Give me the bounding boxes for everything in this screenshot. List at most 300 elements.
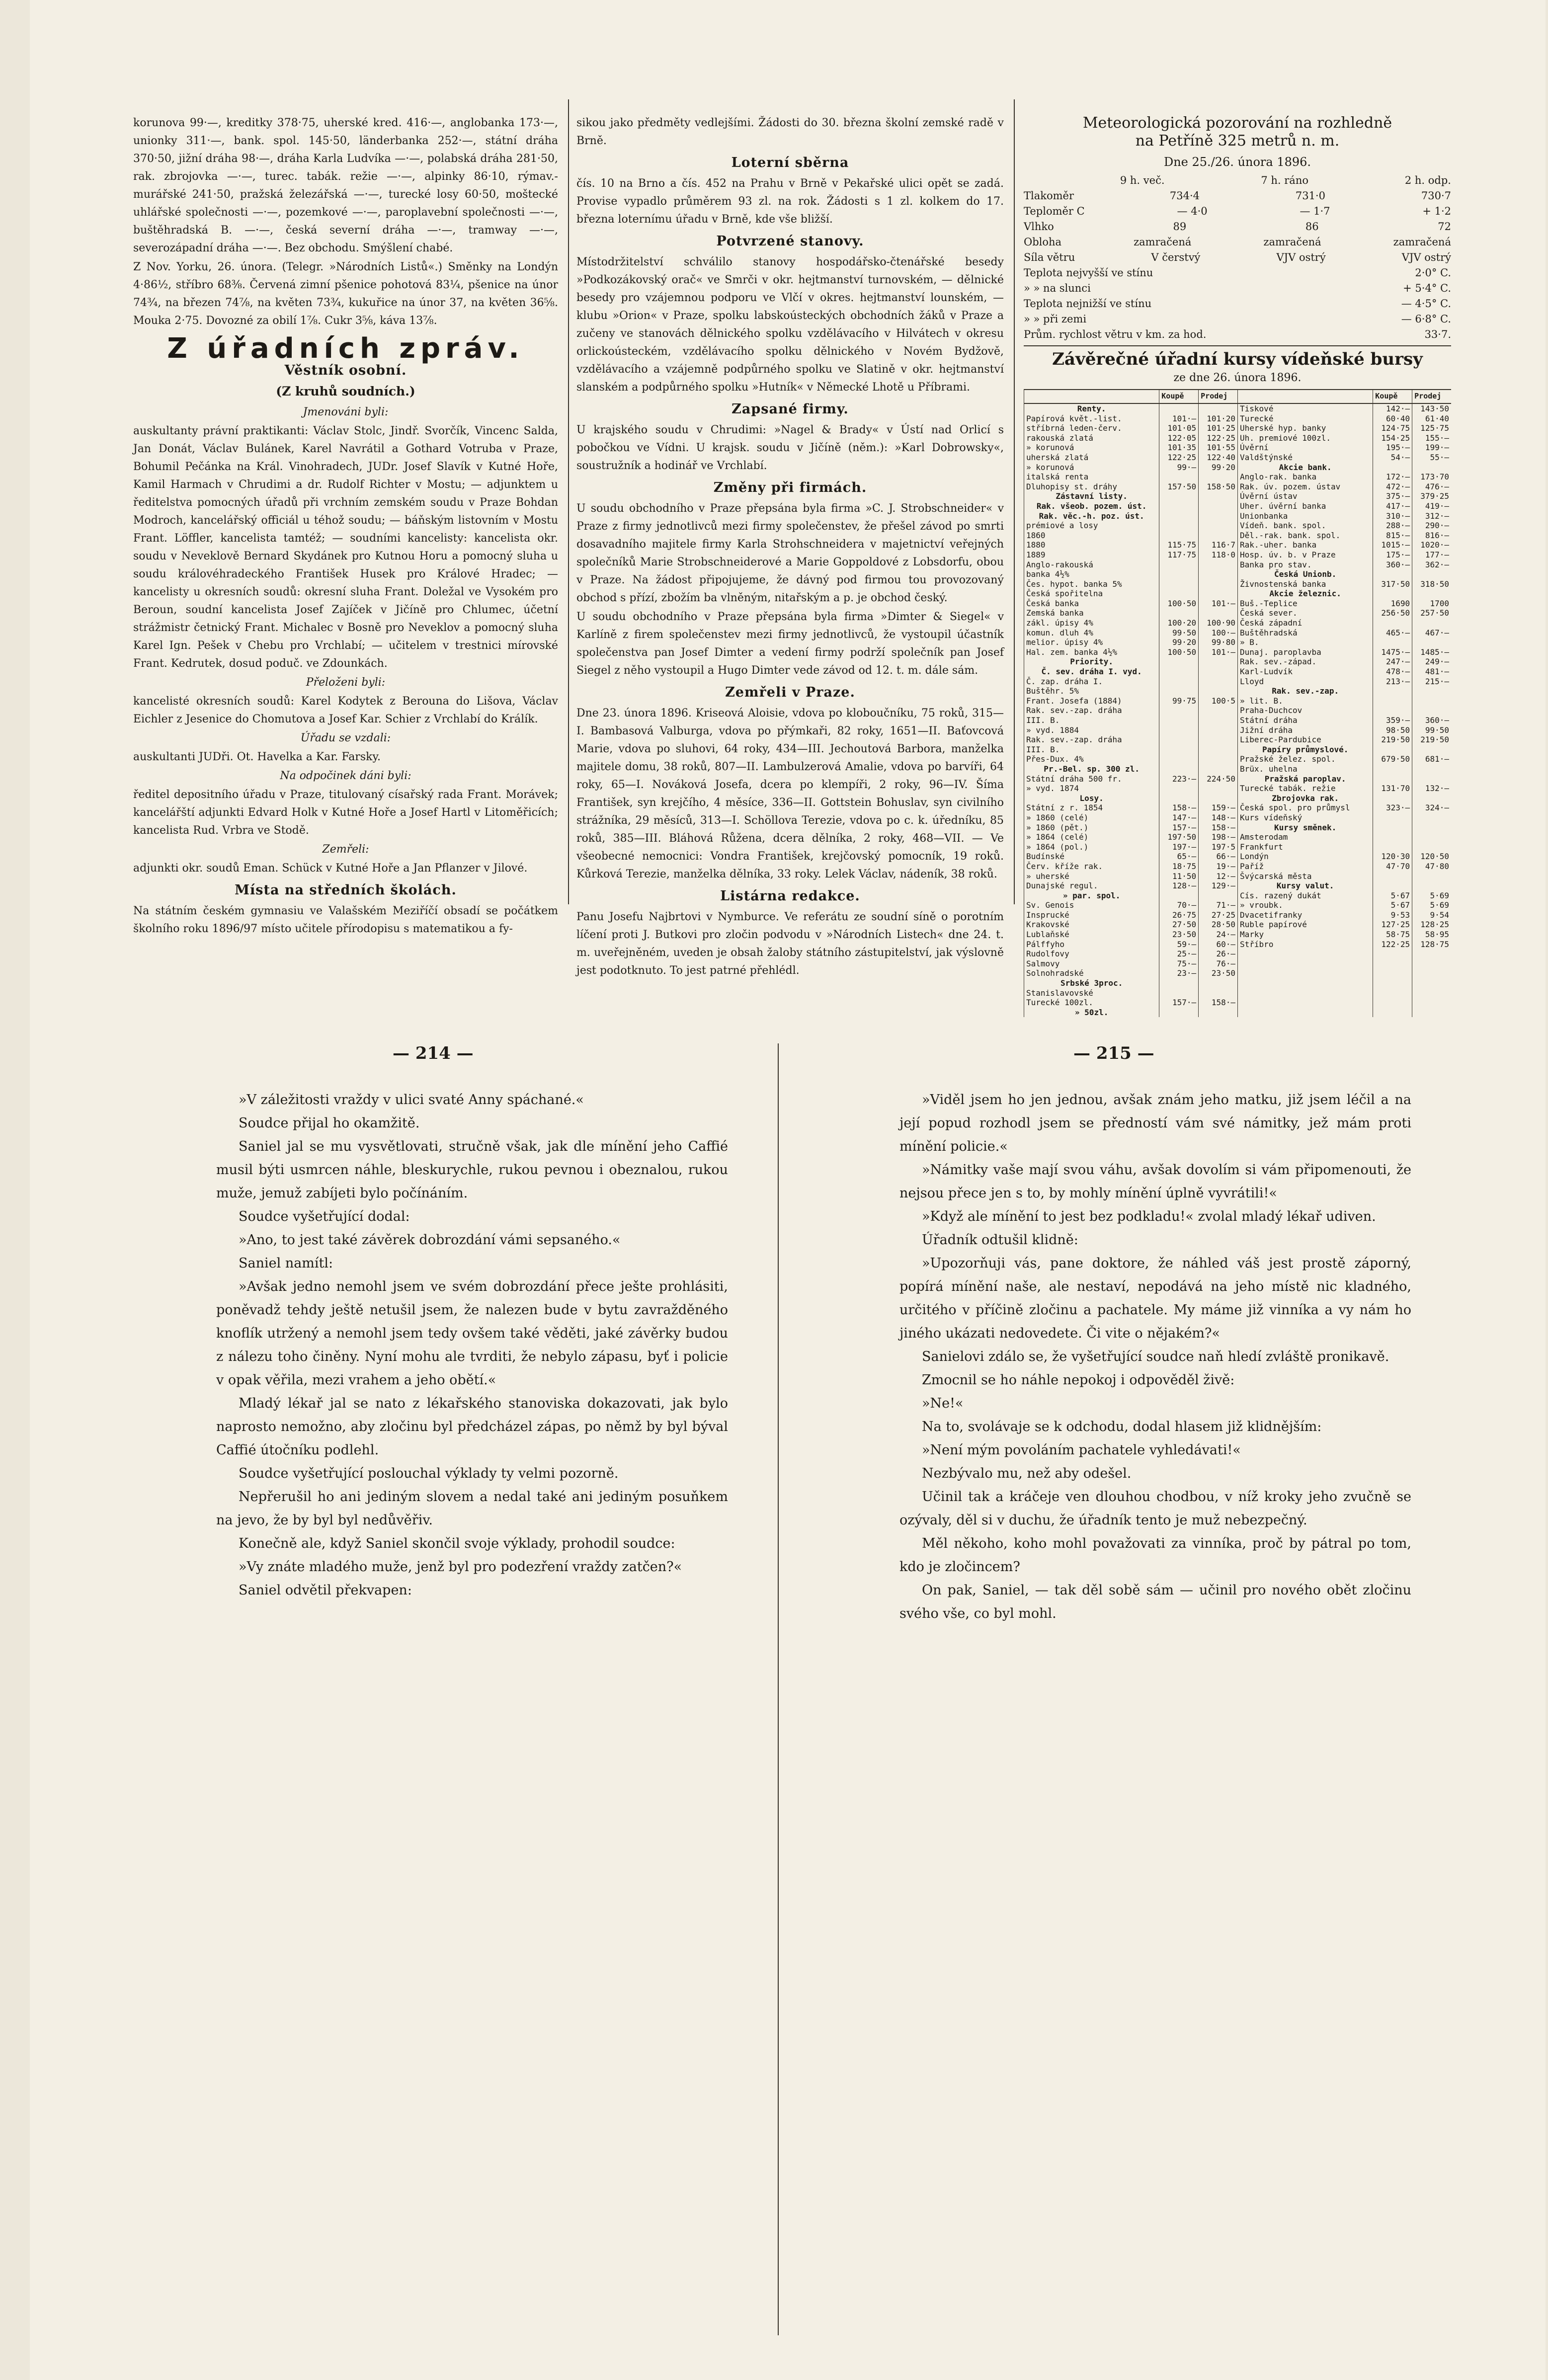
- kurs-value: [1412, 813, 1451, 823]
- kurs-value: 375·—: [1373, 491, 1412, 501]
- kurs-name: Dluhopisy st. dráhy: [1024, 482, 1159, 492]
- kurs-value: 60·40: [1373, 414, 1412, 424]
- subheading: Zemřeli:: [322, 843, 369, 856]
- kurs-value: 9·54: [1412, 910, 1451, 920]
- kurs-header-cell: Koupě: [1159, 390, 1199, 403]
- kurs-name: III. B.: [1024, 745, 1159, 755]
- kurs-value: [1412, 998, 1451, 1008]
- section-heading: Změny při firmách.: [713, 480, 867, 495]
- kurs-value: 142·—: [1373, 403, 1412, 414]
- kurs-value: [1373, 968, 1412, 978]
- kurs-value: 101·—: [1199, 599, 1238, 609]
- kurs-row: [1024, 686, 1452, 696]
- kurs-name: Brüx. uhelna: [1238, 764, 1373, 774]
- kurs-value: 815·—: [1373, 531, 1412, 541]
- meteo-value: 72: [1438, 221, 1451, 233]
- kurs-value: 99·20: [1199, 463, 1238, 473]
- kurs-name: Liberec-Pardubice: [1238, 735, 1373, 745]
- paragraph: Místodržitelství schválilo stanovy hospodářsko-čtenářské besedy »Podkozákovský orač« ve Smrči v okr. hejtmanství turnovském, — dělnické besedy pro vzájemnou podporu ve Vlčí v okres. hejtmanství lounském, — klubu »Orion« v Praze, spolku labskoústeckých obchodních žáků v Praze a zučeny ve stanovách dělnického spolku vzdělávacího v Hilvátech v okresu orlickoústeckém, vzdělávacího spolku dělnického v Novém Bydžově, vzdělávacího a vzájemně podpůrného spolku ve Slatině v okr. hejtmanství slanském a podpůrného spolku »Hutník« v Německé Lhotě u Příbrami.: [576, 256, 1004, 394]
- kurs-value: [1159, 1008, 1199, 1018]
- kurs-row: [1024, 832, 1452, 842]
- kurs-value: [1412, 706, 1451, 715]
- kurs-value: 257·50: [1412, 608, 1451, 618]
- subheading: Úřadu se vzdali:: [300, 732, 391, 744]
- paragraph: U krajského soudu v Chrudimi: »Nagel & Brady« v Ústí nad Orlicí s pobočkou ve Vídni. U krajsk. soudu v Jičíně (něm.): »Karl Dobrowsky«, soustružník a hodinář ve Vrchlabí.: [576, 424, 1004, 472]
- kurs-value: [1199, 511, 1238, 521]
- kurs-value: 158·—: [1159, 803, 1199, 813]
- kurs-row: [1024, 745, 1452, 755]
- meteo-value: 730·7: [1421, 190, 1451, 202]
- kurs-name: » korunová: [1024, 443, 1159, 453]
- kurs-name: Švýcarská města: [1238, 872, 1373, 881]
- kurs-name: [1238, 978, 1373, 988]
- meteo-label: Obloha: [1024, 236, 1062, 248]
- kurs-value: [1412, 988, 1451, 998]
- kurs-row: [1024, 754, 1452, 764]
- kurs-value: 247·—: [1373, 657, 1412, 667]
- meteo-value: — 1·7: [1300, 205, 1330, 217]
- meteo-extra-row: [1024, 265, 1451, 281]
- meteo-label: » » na slunci: [1024, 282, 1091, 294]
- story-paragraph: Soudce přijal ho okamžitě.: [239, 1115, 420, 1131]
- kurs-value: 290·—: [1412, 521, 1451, 531]
- kurs-value: [1412, 774, 1451, 784]
- kurs-value: 98·50: [1373, 725, 1412, 735]
- kurs-name: Krakovské: [1024, 920, 1159, 930]
- kurs-name: Frant. Josefa (1884): [1024, 696, 1159, 706]
- section-heading: Zapsané firmy.: [732, 401, 849, 417]
- story-paragraph: Konečně ale, když Saniel skončil svoje výklady, prohodil soudce:: [239, 1536, 675, 1551]
- paragraph: U soudu obchodního v Praze přepsána byla firma »Dimter & Siegel« v Karlíně z firem společenstev mezi firmy jednotlivců, že vystoupil účastník společenstva pan Josef Dimter a vedení firmy podrží společník pan Josef Siegel z něho vystoupil a Hugo Dimter vede závod od 12. t. m. dále sám.: [576, 611, 1004, 677]
- paragraph: auskultanti JUDři. Ot. Havelka a Kar. Farsky.: [133, 751, 381, 763]
- kurs-row: [1024, 949, 1452, 959]
- kurs-value: 5·67: [1373, 900, 1412, 910]
- kurs-name: Sv. Genois: [1024, 900, 1159, 910]
- kurs-value: [1199, 677, 1238, 687]
- kurs-name: Buš.-Teplice: [1238, 599, 1373, 609]
- kurs-value: 24·—: [1199, 930, 1238, 940]
- kurs-value: 120·30: [1373, 852, 1412, 862]
- kurs-value: 118·0: [1199, 550, 1238, 560]
- kurs-row: [1024, 900, 1452, 910]
- story-paragraph: Nepřerušil ho ani jediným slovem a nedal také ani jediným posuňkem na jevo, že by byl byl nedůvěřiv.: [216, 1489, 728, 1528]
- kurs-value: 173·70: [1412, 472, 1451, 482]
- kurs-value: [1412, 745, 1451, 755]
- kurs-row: [1024, 647, 1452, 657]
- kurs-value: 249·—: [1412, 657, 1451, 667]
- kurs-value: 23·—: [1159, 968, 1199, 978]
- kurs-value: 143·50: [1412, 403, 1451, 414]
- kurs-value: 100·50: [1159, 647, 1199, 657]
- kurs-value: 132·—: [1412, 784, 1451, 793]
- kurs-value: [1199, 521, 1238, 531]
- kurs-row: [1024, 628, 1452, 638]
- kurs-name: Turecké 100zl.: [1024, 998, 1159, 1008]
- kurs-value: 12·—: [1199, 872, 1238, 881]
- kurs-name: Unionbanka: [1238, 511, 1373, 521]
- kurs-value: [1159, 579, 1199, 589]
- kurs-name: Dvacetifranky: [1238, 910, 1373, 920]
- kurs-name: Lloyd: [1238, 677, 1373, 687]
- kurs-name: Stanislavovské: [1024, 988, 1159, 998]
- kurs-header-cell: Koupě: [1373, 390, 1412, 403]
- kurs-value: 379·25: [1412, 491, 1451, 501]
- kurs-value: [1159, 501, 1199, 511]
- kurs-value: 197·5: [1199, 842, 1238, 852]
- kurs-value: 71·—: [1199, 900, 1238, 910]
- kurs-name: Tiskové: [1238, 403, 1373, 414]
- kurs-value: [1199, 491, 1238, 501]
- kurs-value: [1412, 696, 1451, 706]
- kurs-value: 58·95: [1412, 930, 1451, 940]
- kurs-name: III. B.: [1024, 715, 1159, 725]
- kurs-value: [1373, 793, 1412, 803]
- kurs-row: [1024, 491, 1452, 501]
- kurs-name: Česká spol. pro průmysl: [1238, 803, 1373, 813]
- kurs-name: Rak. sev.-západ.: [1238, 657, 1373, 667]
- kurs-value: 28·50: [1199, 920, 1238, 930]
- kurs-row: [1024, 959, 1452, 969]
- kurs-row: [1024, 472, 1452, 482]
- kurs-value: 157·—: [1159, 998, 1199, 1008]
- kurs-name: Rak.-uher. banka: [1238, 540, 1373, 550]
- kurs-row: [1024, 637, 1452, 647]
- subheading: Jmenováni byli:: [303, 406, 389, 418]
- kurs-name: Lublaňské: [1024, 930, 1159, 940]
- kurs-value: 100·—: [1199, 628, 1238, 638]
- kurs-value: [1199, 472, 1238, 482]
- kurs-value: [1373, 823, 1412, 833]
- story-paragraph: Soudce vyšetřující poslouchal výklady ty velmi pozorně.: [239, 1466, 619, 1481]
- kurs-name: Státní dráha 500 fr.: [1024, 774, 1159, 784]
- meteo-row: [1024, 204, 1451, 219]
- kurs-value: 219·50: [1373, 735, 1412, 745]
- kurs-value: [1412, 618, 1451, 628]
- kurs-name: Srbské 3proc.: [1024, 978, 1159, 988]
- kurs-row: [1024, 998, 1452, 1008]
- kurs-name: Č. zap. dráha I.: [1024, 677, 1159, 687]
- kurs-value: 101·20: [1199, 414, 1238, 424]
- kurs-name: uherská zlatá: [1024, 453, 1159, 463]
- personnel-news: [133, 403, 558, 877]
- meteo-title: Meteorologická pozorování na rozhledně na Petříně 325 metrů n. m.: [1082, 114, 1392, 150]
- kurs-row: [1024, 540, 1452, 550]
- story-paragraph: On pak, Saniel, — tak děl sobě sám — učinil pro nového obět zločinu svého vše, co byl mohl.: [899, 1583, 1411, 1621]
- kurs-value: 154·25: [1373, 433, 1412, 443]
- kurs-name: Rak. všeob. pozem. úst.: [1024, 501, 1159, 511]
- kurs-row: [1024, 618, 1452, 628]
- kurs-row: [1024, 482, 1452, 492]
- kurs-value: 128·—: [1159, 881, 1199, 891]
- meteo-row: [1024, 188, 1451, 204]
- kurs-value: 99·20: [1159, 637, 1199, 647]
- kurs-value: 60·—: [1199, 940, 1238, 950]
- story-paragraph: Zmocnil se ho náhle nepokoj i odpověděl živě:: [922, 1372, 1235, 1388]
- kurs-row: [1024, 443, 1452, 453]
- kurs-value: [1373, 706, 1412, 715]
- kurs-value: 155·—: [1412, 433, 1451, 443]
- kurs-name: » vroubk.: [1238, 900, 1373, 910]
- column-3: [1024, 114, 1451, 1017]
- kurs-row: [1024, 433, 1452, 443]
- kurs-value: [1159, 745, 1199, 755]
- kurs-row: [1024, 657, 1452, 667]
- meteo-table: [1024, 173, 1451, 342]
- kurs-value: [1159, 686, 1199, 696]
- paragraph: auskultanty právní praktikanti: Václav Stolc, Jindř. Svorčík, Vincenc Salda, Jan Donát, Václav Bulánek, Karel Navrátil a Gothard Votruba v Praze, Bohumil Pečánka na Král. Vinohradech, JUDr. Josef Slavík v Kutné Hoře, Kamil Harmach v Chrudimi a dr. Rudolf Richter v Mostu; — adjunktem u ředitelstva pomocných úřadů při vrchním zemském soudu v Praze Bohdan Modroch, kancelářský officiál u téhož soudu; — báňským listovním v Mostu Frant. Löffler, kancelista tamtéž; — soudními kancelisty: kancelista okr. soudu v Neveklově Bernard Skydánek pro Kutnou Horu a pomocný sluha u soudu královéhradeckého František Husek pro Králové Hradec; — kancelisty u okresních soudů: okresní sluha Frant. Doležal ve Vysokém pro Beroun, soudní kancelista Josef Zajíček v Jičíně pro Chlumec, účetní strážmistr četnický Frant. Michalec v Bosně pro Neveklov a pomocný sluha Karel Ign. Pešek v Chebu pro Vrchlabí; — učitelem v trestnici mírovské Frant. Kedrutek, dosud poduč. ve Zdounkách.: [133, 425, 558, 670]
- column-rule: [1014, 99, 1015, 904]
- meteo-label: Síla větru: [1024, 251, 1075, 263]
- kurs-value: [1159, 891, 1199, 901]
- kurs-value: [1412, 637, 1451, 647]
- section-heading: Loterní sběrna: [731, 155, 849, 170]
- kurs-name: Čes. hypot. banka 5%: [1024, 579, 1159, 589]
- kurs-name: Anglo-rakouská: [1024, 560, 1159, 570]
- kurs-header-cell: [1238, 390, 1373, 403]
- story-paragraph: »Avšak jedno nemohl jsem ve svém dobrozdání přece ješte prohlásiti, poněvadž tehdy ještě netušil jsem, že nalezen bude v bytu zavražděného knoflík utržený a nemohl jsem tedy ovšem také věděti, jaké závěrky budou z nálezu toho činěny. Nyní mohu ale tvrditi, že nebylo zápasu, byť i policie v opak věřila, mezi vrahem a jeho obětí.«: [216, 1279, 728, 1388]
- kurs-value: 127·25: [1373, 920, 1412, 930]
- kurs-value: 9·53: [1373, 910, 1412, 920]
- kurs-value: 362·—: [1412, 560, 1451, 570]
- kurs-name: » uherské: [1024, 872, 1159, 881]
- kurs-row: [1024, 823, 1452, 833]
- story-paragraph: »Když ale mínění to jest bez podkladu!« zvolal mladý lékař udiven.: [922, 1209, 1376, 1224]
- kurs-value: [1412, 968, 1451, 978]
- story-paragraph: »Ne!«: [922, 1396, 964, 1411]
- kurs-name: Zbrojovka rak.: [1238, 793, 1373, 803]
- kurs-name: 1880: [1024, 540, 1159, 550]
- story-paragraph: »Námitky vaše mají svou váhu, avšak dovolím si vám připomenouti, že nejsou přece jen s to, by mohly mínění úplně vyvrátili!«: [899, 1162, 1411, 1201]
- kurs-row: [1024, 862, 1452, 872]
- meteo-value: VJV ostrý: [1401, 251, 1451, 263]
- kurs-value: 1690: [1373, 599, 1412, 609]
- kurs-value: 128·25: [1412, 920, 1451, 930]
- kurs-value: 101·55: [1199, 443, 1238, 453]
- kurs-value: 310·—: [1373, 511, 1412, 521]
- kurs-value: 116·7: [1199, 540, 1238, 550]
- kurs-row: [1024, 579, 1452, 589]
- kurs-name: Pálffyho: [1024, 940, 1159, 950]
- kurs-value: 478·—: [1373, 667, 1412, 677]
- kurs-value: 417·—: [1373, 501, 1412, 511]
- kurs-name: Turecké tabák. režie: [1238, 784, 1373, 793]
- kurs-value: 465·—: [1373, 628, 1412, 638]
- kurs-value: [1159, 657, 1199, 667]
- kurs-value: [1373, 813, 1412, 823]
- kurs-value: [1159, 735, 1199, 745]
- kurs-name: Uh. premiové 100zl.: [1238, 433, 1373, 443]
- kurs-value: 25·—: [1159, 949, 1199, 959]
- kurs-value: 197·—: [1159, 842, 1199, 852]
- kurs-name: Papírová květ.-list.: [1024, 414, 1159, 424]
- story-paragraph: Mladý lékař jal se nato z lékařského stanoviska dokazovati, jak bylo naprosto nemožno, aby zločinu byl předcházel zápas, po němž by byl býval Caffié útočníku podlehl.: [216, 1396, 728, 1458]
- kurs-row: [1024, 842, 1452, 852]
- kurs-value: 47·80: [1412, 862, 1451, 872]
- kurs-name: Insprucké: [1024, 910, 1159, 920]
- kurs-value: 19·—: [1199, 862, 1238, 872]
- meteo-date: Dne 25./26. února 1896.: [1163, 155, 1311, 169]
- section-heading: Potvrzené stanovy.: [716, 234, 864, 249]
- kurs-row: [1024, 453, 1452, 463]
- kurs-name: » vyd. 1884: [1024, 725, 1159, 735]
- page-divider: [778, 1043, 779, 2335]
- kurs-row: [1024, 706, 1452, 715]
- kurs-row: [1024, 940, 1452, 950]
- kurs-value: 5·69: [1412, 900, 1451, 910]
- kurs-name: Salmovy: [1024, 959, 1159, 969]
- meteo-value: zamračená: [1134, 236, 1192, 248]
- kurs-name: Pr.-Bel. sp. 300 zl.: [1024, 764, 1159, 774]
- kurs-name: » 1864 (celé): [1024, 832, 1159, 842]
- kurs-header-cell: Prodej: [1412, 390, 1451, 403]
- kurs-value: [1199, 501, 1238, 511]
- kurs-name: Česká banka: [1024, 599, 1159, 609]
- kurs-value: [1373, 872, 1412, 881]
- kurs-name: Úvěrní ústav: [1238, 491, 1373, 501]
- meteo-label: » » při zemi: [1024, 313, 1087, 325]
- kurs-value: 317·50: [1373, 579, 1412, 589]
- story-paragraph: Sanielovi zdálo se, že vyšetřující soudce naň hledí zvláště pronikavě.: [922, 1349, 1389, 1364]
- kurs-value: [1199, 608, 1238, 618]
- column-2: [576, 114, 1004, 981]
- kurs-name: Renty.: [1024, 403, 1159, 414]
- meteo-time: 9 h. več.: [1120, 174, 1165, 186]
- kurs-value: [1412, 686, 1451, 696]
- meteo-extra-row: [1024, 296, 1451, 312]
- kurs-name: Cís. razený dukát: [1238, 891, 1373, 901]
- kurs-name: 1860: [1024, 531, 1159, 541]
- kurs-value: [1159, 589, 1199, 599]
- story-paragraph: Saniel namítl:: [239, 1256, 333, 1271]
- kurs-value: 223·—: [1159, 774, 1199, 784]
- kurs-value: [1159, 754, 1199, 764]
- kurs-name: Amsterodam: [1238, 832, 1373, 842]
- newyork-report: Z Nov. Yorku, 26. února. (Telegr. »Národních Listů«.) Směnky na Londýn 4·86½, stříbro 68⅜. Červená zimní pšenice pohotová 83¼, pšenice na únor 74¾, na březen 74⅞, na květen 73¾, kukuřice na únor 37, na květen 36⅝. Mouka 2·75. Dovozné za obilí 1⅞. Cukr 3⅝, káva 13⅞.: [133, 261, 558, 327]
- meteo-value: — 4·5° C.: [1401, 298, 1451, 310]
- kurs-row: [1024, 531, 1452, 541]
- kurs-name: Paříž: [1238, 862, 1373, 872]
- kurs-value: 99·50: [1159, 628, 1199, 638]
- kurs-row: [1024, 891, 1452, 901]
- kurs-value: 323·—: [1373, 803, 1412, 813]
- kurs-header-cell: Prodej: [1199, 390, 1238, 403]
- kurs-value: 318·50: [1412, 579, 1451, 589]
- kurs-value: 115·75: [1159, 540, 1199, 550]
- kurs-name: rakouská zlatá: [1024, 433, 1159, 443]
- kurs-value: [1199, 725, 1238, 735]
- kurs-name: Uherské hyp. banky: [1238, 423, 1373, 433]
- kurs-value: 159·—: [1199, 803, 1238, 813]
- kurs-value: 124·75: [1373, 423, 1412, 433]
- kurs-value: [1373, 745, 1412, 755]
- kurs-value: [1412, 881, 1451, 891]
- kurs-value: [1159, 569, 1199, 579]
- kurs-name: [1238, 949, 1373, 959]
- kurs-row: [1024, 910, 1452, 920]
- kurs-value: 359·—: [1373, 715, 1412, 725]
- kurs-value: [1412, 832, 1451, 842]
- kurs-name: [1238, 1008, 1373, 1018]
- kurs-value: 101·35: [1159, 443, 1199, 453]
- kurs-name: » B.: [1238, 637, 1373, 647]
- kurs-name: Ruble papírové: [1238, 920, 1373, 930]
- meteo-extra-row: [1024, 281, 1451, 296]
- zpravy-heading: Z úřadních zpráv.: [167, 332, 524, 365]
- kurs-value: [1159, 988, 1199, 998]
- meteo-value: — 4·0: [1177, 205, 1208, 217]
- kurs-name: Rak. sev.-zap. dráha: [1024, 706, 1159, 715]
- kurs-name: Rak. věc.-h. poz. úst.: [1024, 511, 1159, 521]
- kurs-name: » lit. B.: [1238, 696, 1373, 706]
- kurs-row: [1024, 988, 1452, 998]
- kurs-name: Česká západní: [1238, 618, 1373, 628]
- divider: [1024, 345, 1451, 346]
- meteo-row: [1024, 219, 1451, 235]
- kurs-value: 1485·—: [1412, 647, 1451, 657]
- kurs-value: 100·5: [1199, 696, 1238, 706]
- kurs-value: [1159, 677, 1199, 687]
- kurs-value: 157·—: [1159, 823, 1199, 833]
- kurs-row: [1024, 930, 1452, 940]
- kurs-value: [1373, 949, 1412, 959]
- meteo-header: [1024, 173, 1451, 188]
- kurs-value: [1159, 403, 1199, 414]
- kurs-value: 224·50: [1199, 774, 1238, 784]
- kurs-value: 360·—: [1412, 715, 1451, 725]
- paragraph: ředitel depositního úřadu v Praze, titulovaný císařský rada Frant. Morávek; kancelářští adjunkti Edvard Holk v Kutné Hoře a Josef Hartl v Litoměřicích; kancelista Rud. Vrbra ve Stodě.: [133, 789, 558, 837]
- kurs-value: [1199, 403, 1238, 414]
- kurs-value: [1159, 667, 1199, 677]
- kurs-name: melior. úpisy 4%: [1024, 637, 1159, 647]
- kurs-name: Kurs vídeňský: [1238, 813, 1373, 823]
- kurs-value: [1373, 696, 1412, 706]
- meteo-label: Prům. rychlost větru v km. za hod.: [1024, 328, 1207, 340]
- kurs-value: 177·—: [1412, 550, 1451, 560]
- kurs-name: Banka pro stav.: [1238, 560, 1373, 570]
- kurs-name: Přes-Dux. 4%: [1024, 754, 1159, 764]
- kurs-value: [1412, 872, 1451, 881]
- meteo-value: + 5·4° C.: [1403, 282, 1451, 294]
- kurs-row: [1024, 560, 1452, 570]
- paragraph: Dne 23. února 1896. Kriseová Aloisie, vdova po kloboučníku, 75 roků, 315—I. Bambasová Valburga, vdova po přýmkaři, 82 roky, 1651—II. Baťovcová Marie, vdova po sluhovi, 64 roky, 434—III. Jechoutová Barbora, manželka majitele domu, 38 roků, 807—II. Lambulzerová Amalie, vdova po barvíři, 64 roky, 65—I. Nováková Josefa, dcera po klempíři, 2 roky, 96—IV. Šíma František, syn krejčího, 4 měsíce, 336—II. Gottstein Bohuslav, syn civilního strážníka, 29 měsíců, 313—I. Schöllova Terezie, vdova po c. k. úředníku, 85 roků, 385—III. Bláhová Růžena, dcera dělníka, 2 roky, 468—VII. — Ve všeobecné nemocnici: Vondra František, krejčovský pomocník, 19 roků. Kůrková Terezie, manželka dělníka, 33 roky. Lelek Václav, nádeník, 38 roků.: [576, 707, 1004, 880]
- kurs-name: » 50zl.: [1024, 1008, 1159, 1018]
- kurs-row: [1024, 511, 1452, 521]
- kurs-value: 99·—: [1159, 463, 1199, 473]
- kurs-value: [1159, 491, 1199, 501]
- kurs-value: [1373, 618, 1412, 628]
- paragraph: adjunkti okr. soudů Eman. Schück v Kutné Hoře a Jan Pflanzer v Jilové.: [133, 862, 528, 874]
- kurs-value: [1159, 608, 1199, 618]
- paragraph: čís. 10 na Brno a čís. 452 na Prahu v Brně v Pekařské ulici opět se zadá. Provise vypadlo průměrem 93 zl. na rok. Žádosti s 1 zl. kolkem do 17. března loternímu úřadu v Brně, kde vše bližší.: [576, 177, 1004, 226]
- kurs-name: [1238, 968, 1373, 978]
- kurs-value: [1199, 657, 1238, 667]
- kurs-value: 75·—: [1159, 959, 1199, 969]
- meteo-value: 33·7.: [1424, 328, 1451, 340]
- kurs-value: 175·—: [1373, 550, 1412, 560]
- kurs-row: [1024, 715, 1452, 725]
- story-paragraph: Soudce vyšetřující dodal:: [239, 1209, 410, 1224]
- kurs-value: [1199, 686, 1238, 696]
- section-heading: Zemřeli v Praze.: [725, 685, 855, 700]
- kurs-name: Rak. úv. pozem. ústav: [1238, 482, 1373, 492]
- kurs-value: [1373, 774, 1412, 784]
- kurs-name: Jižní dráha: [1238, 725, 1373, 735]
- market-report: korunova 99·—, kreditky 378·75, uherské kred. 416·—, anglobanka 173·—, unionky 311·—, bank. spol. 145·50, länderbanka 252·—, státní dráha 370·50, jižní dráha 98·—, dráha Karla Ludvíka —·—, polabská dráha 281·50, rak. zbrojovka —·—, turec. tabák. režie —·—, alpinky 86·10, rýmav.-murářské 241·50, pražská železářská —·—, turecké losy 60·50, moštecké uhlářské společnosti —·—, pozemkové —·—, paroplavební společnosti —·—, buštěhradská B. —·—, česká severní dráha —·—, tramway —·—, severozápadní dráha —·—. Bez obchodu. Smýšlení chabé.: [133, 117, 558, 254]
- kurs-name: Č. sev. dráha I. vyd.: [1024, 667, 1159, 677]
- kurs-name: » 1860 (celé): [1024, 813, 1159, 823]
- kurs-value: [1412, 793, 1451, 803]
- kurs-value: 467·—: [1412, 628, 1451, 638]
